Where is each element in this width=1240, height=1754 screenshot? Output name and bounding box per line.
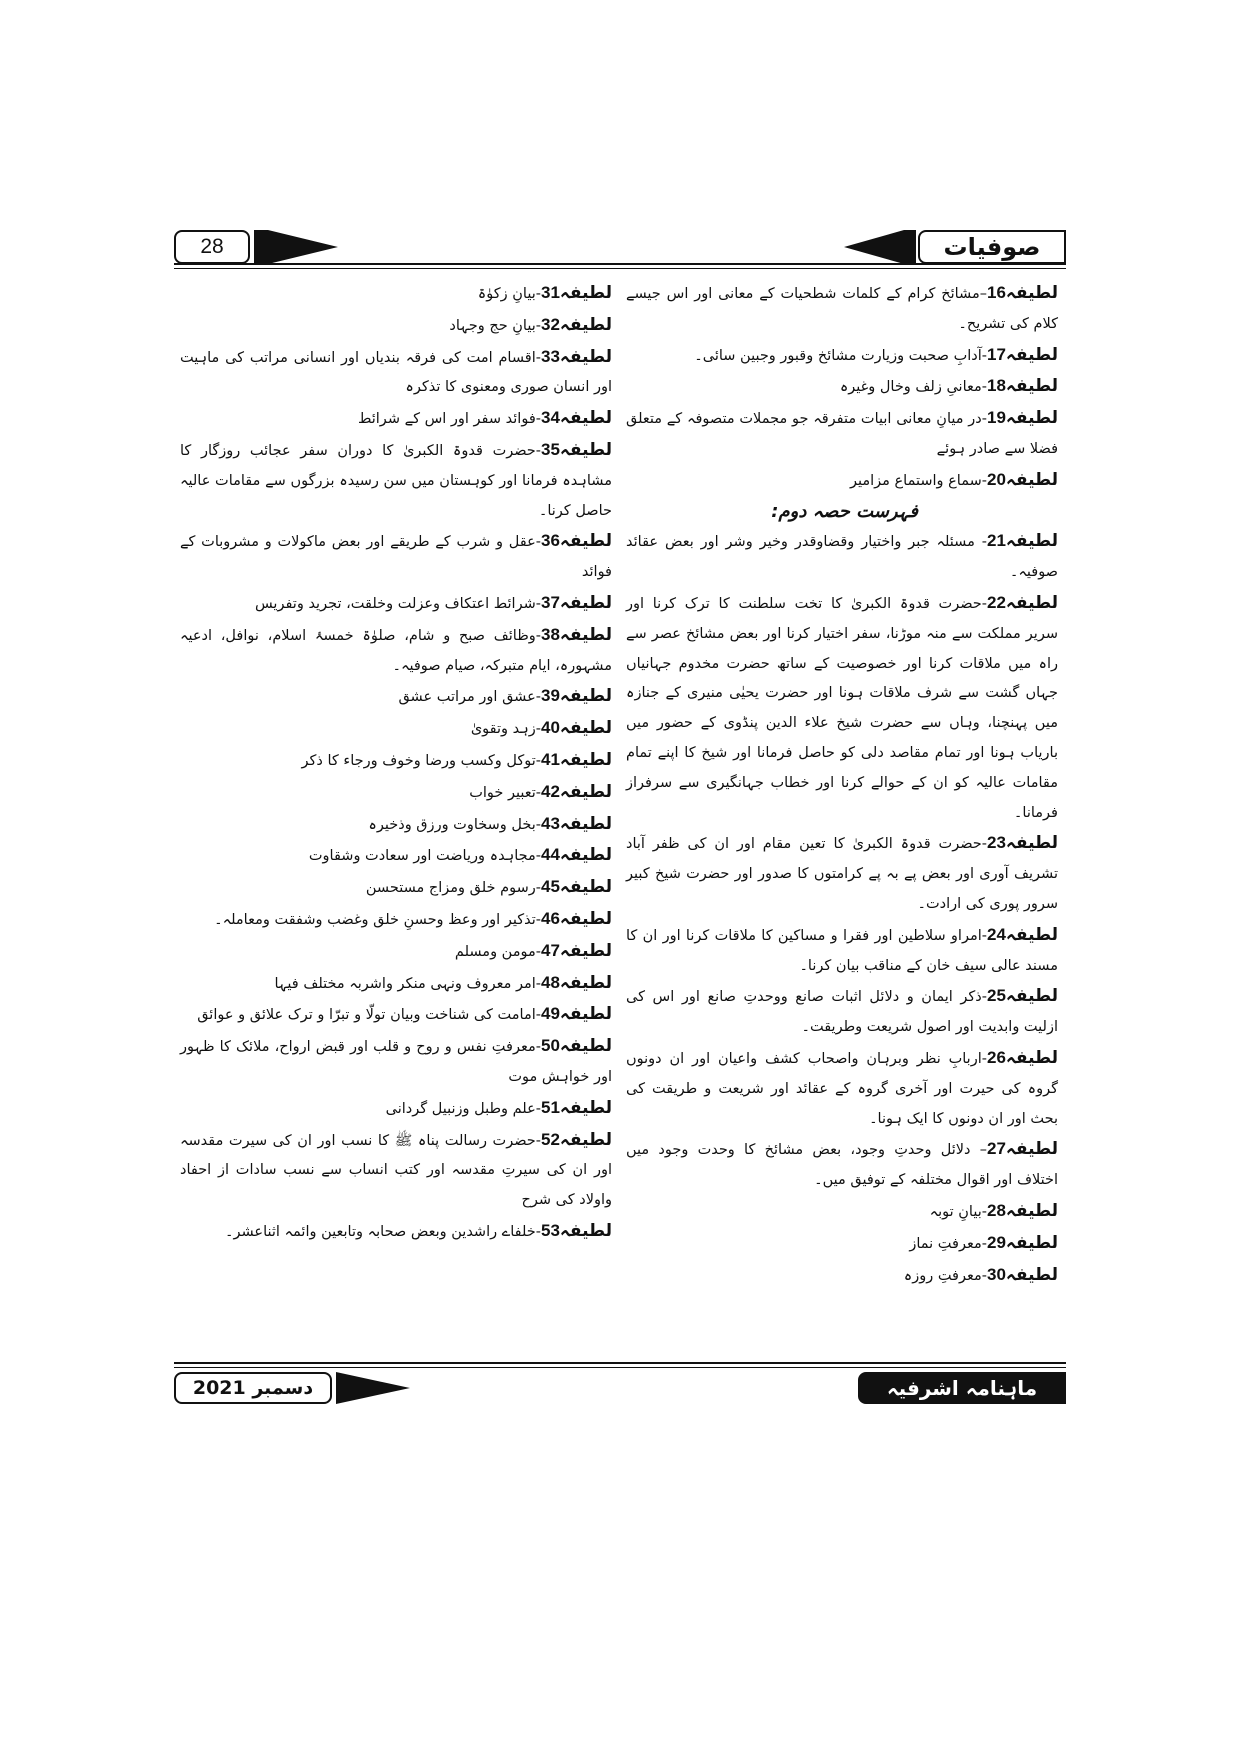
- entry-label: لطیفہ: [559, 1004, 612, 1025]
- entry-number: 42: [540, 781, 560, 801]
- entry-number: 46: [540, 908, 560, 928]
- list-item: [180, 435, 612, 526]
- entry-text: -فوائد سفر اور اس کے شرائط: [357, 411, 541, 428]
- footer-rule: [174, 1362, 1066, 1364]
- header-rule: [174, 263, 1066, 265]
- list-item: [180, 403, 612, 435]
- entry-text: -آدابِ صحبت وزیارت مشائخ وقبور وجبین سائی۔: [694, 347, 987, 364]
- page-footer: [174, 1362, 1066, 1406]
- entry-text: -حضرت قدوۃ الکبریٰ کا تعین مقام اور ان کی ظفر آباد تشریف آوری اور بعض پے بہ پے کرامتوں کا صدور اور حضرت شیخ کبیر سرور پوری کی ارادت۔: [626, 836, 1058, 912]
- entry-text: -ذکر ایمان و دلائل اثبات صانع ووحدتِ صانع اور اس کی ازلیت وابدیت اور اصول شریعت وطریقت۔: [626, 989, 1058, 1036]
- entry-label: لطیفہ: [1005, 531, 1058, 552]
- entry-number: 17: [986, 344, 1006, 364]
- entry-number: 30: [986, 1264, 1006, 1284]
- list-item: [180, 526, 612, 588]
- entry-number: 28: [986, 1200, 1006, 1220]
- entry-text: -تعبیر خواب: [469, 784, 541, 801]
- list-item: [626, 465, 1058, 497]
- list-item: [180, 777, 612, 809]
- header-bar-left: [254, 230, 268, 264]
- entry-label: لطیفہ: [559, 1036, 612, 1057]
- entry-number: 36: [540, 531, 560, 551]
- entry-number: 35: [540, 439, 560, 459]
- entry-label: لطیفہ: [559, 718, 612, 739]
- entry-text: -امراو سلاطین اور فقرا و مساکین کا ملاقات کرنا اور ان کا مسند عالی سیف خان کے مناقب بیان کرنا۔: [626, 927, 1058, 974]
- entry-text: -توکل وکسب ورضا وخوف ورجاء کا ذکر: [301, 752, 541, 769]
- entry-label: لطیفہ: [559, 1097, 612, 1118]
- entry-text: -بخل وسخاوت ورزق وذخیرہ: [368, 816, 541, 833]
- list-item: [180, 1093, 612, 1125]
- entry-text: -در میانِ معانی ابیات متفرقہ جو مجملات متصوفہ کے متعلق فضلا سے صادر ہوئے: [626, 411, 1058, 457]
- entry-label: لطیفہ: [1005, 986, 1058, 1007]
- list-item: [180, 342, 612, 404]
- entry-label: لطیفہ: [559, 813, 612, 834]
- entry-number: 51: [540, 1097, 560, 1117]
- entry-number: 44: [540, 845, 560, 865]
- entry-number: 40: [540, 718, 560, 738]
- entry-number: 48: [540, 972, 560, 992]
- list-item: [626, 278, 1058, 340]
- entry-label: لطیفہ: [1005, 376, 1058, 397]
- list-item: [180, 936, 612, 968]
- list-item: [626, 828, 1058, 919]
- right-column: [626, 278, 1058, 1291]
- list-item: [626, 1043, 1058, 1134]
- entry-label: لطیفہ: [1005, 924, 1058, 945]
- entry-label: لطیفہ: [559, 1220, 612, 1241]
- entry-text: -امر معروف ونہی منکر واشربہ مختلف فیہا: [274, 975, 541, 992]
- entry-number: 45: [540, 877, 560, 897]
- list-item: [626, 588, 1058, 828]
- entry-number: 31: [540, 283, 560, 302]
- list-item: [180, 681, 612, 713]
- entry-text: -بیانِ زکوٰۃ: [477, 286, 541, 302]
- entry-number: 16: [986, 283, 1006, 302]
- issue-date: دسمبر 2021: [174, 1372, 332, 1404]
- entry-text: -مومن ومسلم: [454, 943, 541, 960]
- list-item: [180, 745, 612, 777]
- entry-label: لطیفہ: [1005, 344, 1058, 365]
- entry-text: -عشق اور مراتب عشق: [398, 689, 541, 706]
- entry-label: لطیفہ: [1005, 408, 1058, 429]
- entry-label: لطیفہ: [1005, 833, 1058, 854]
- entry-label: لطیفہ: [1005, 1200, 1058, 1221]
- entry-number: 18: [986, 376, 1006, 396]
- list-item: [626, 371, 1058, 403]
- entry-text: – دلائل وحدتِ وجود، بعض مشائخ کا وحدت وجود میں اختلاف اور اقوال مختلفہ کے توفیق میں۔: [626, 1142, 1058, 1189]
- list-item: [180, 840, 612, 872]
- list-item: [180, 809, 612, 841]
- entry-number: 34: [540, 408, 560, 428]
- list-item: [180, 620, 612, 682]
- entry-number: 29: [986, 1232, 1006, 1252]
- entry-text: -بیانِ حج وجہاد: [449, 317, 541, 334]
- entry-text: -عقل و شرب کے طریقے اور بعض ماکولات و مشروبات کے فوائد: [180, 534, 612, 581]
- entry-label: لطیفہ: [1005, 1232, 1058, 1253]
- magazine-name: ماہنامہ اشرفیہ: [858, 1372, 1066, 1404]
- page-header: [174, 230, 1066, 268]
- list-item: [180, 999, 612, 1031]
- list-item: [180, 1216, 612, 1248]
- list-item: [180, 968, 612, 1000]
- entry-text: –مشائخ کرام کے کلمات شطحیات کے معانی اور اس جیسے کلام کی تشریح۔: [626, 286, 1058, 332]
- entry-label: لطیفہ: [1005, 1139, 1058, 1160]
- entry-text: -معرفتِ نفس و روح و قلب اور قبض ارواح، ملائک کا ظہور اور خواہش موت: [180, 1039, 612, 1085]
- entry-label: لطیفہ: [1005, 592, 1058, 613]
- header-bar-right: [904, 230, 916, 264]
- entry-number: 32: [540, 314, 560, 334]
- list-item: [626, 1260, 1058, 1292]
- entry-number: 33: [540, 346, 560, 366]
- entry-number: 52: [540, 1129, 560, 1149]
- entry-number: 21: [986, 531, 1006, 551]
- entry-text: -بیانِ توبہ: [929, 1203, 987, 1220]
- entry-number: 27: [986, 1139, 1006, 1159]
- entry-text: -وظائف صبح و شام، صلوٰۃ خمسۂ اسلام، نوافل، ادعیہ مشہورہ، ایام متبرکہ، صیام صوفیہ۔: [180, 627, 612, 674]
- section-title: صوفیات: [918, 230, 1066, 264]
- entry-text: -علم وطبل وزنبیل گردانی: [385, 1100, 541, 1117]
- list-item: [180, 713, 612, 745]
- entry-label: لطیفہ: [559, 940, 612, 961]
- left-column: [180, 278, 612, 1248]
- entry-text: -سماع واستماع مزامیر: [849, 472, 987, 489]
- list-item: [626, 920, 1058, 982]
- footer-wedge: [336, 1372, 410, 1404]
- entry-number: 38: [540, 624, 560, 644]
- entry-label: لطیفہ: [559, 972, 612, 993]
- entry-label: لطیفہ: [1005, 1264, 1058, 1285]
- list-item: [180, 904, 612, 936]
- entry-label: لطیفہ: [1005, 469, 1058, 490]
- entry-text: -رسوم خلق ومزاج مستحسن: [365, 880, 541, 897]
- entry-number: 24: [986, 924, 1006, 944]
- entry-label: لطیفہ: [559, 781, 612, 802]
- entry-number: 23: [986, 833, 1006, 853]
- entry-label: لطیفہ: [559, 283, 612, 303]
- list-item: [180, 588, 612, 620]
- section-heading: فہرست حصہ دوم:: [771, 500, 918, 522]
- entry-label: لطیفہ: [559, 346, 612, 367]
- entry-number: 26: [986, 1047, 1006, 1067]
- footer-rule-thin: [174, 1367, 1066, 1368]
- entry-text: -معانیِ زلف وخال وغیرہ: [839, 379, 987, 396]
- entry-text: -مجاہدہ وریاضت اور سعادت وشقاوت: [308, 848, 541, 865]
- entry-number: 25: [986, 986, 1006, 1006]
- entry-text: -حضرت قدوۃ الکبریٰ کا تخت سلطنت کا ترک کرنا اور سریر مملکت سے منہ موڑنا، سفر اختیار کرنا اور بعض مشائخ عصر سے راہ میں ملاقات کرنا اور خصوصیت کے ساتھ حضرت مخدوم جہانیاں جہاں گشت سے شرف ملاقات ہونا اور حضرت یحیٰی منیری کے جنازہ میں پہنچنا، وہاں سے حضرت شیخ علاء الدین پنڈوی کے حضور میں باریاب ہونا اور تمام مقاصد دلی کو حاصل فرمانا اور شیخ کا اپنے تمام مقامات عالیہ کو ان کے حوالے کرنا اور خطاب جہانگیری سے سرفراز فرمانا۔: [626, 595, 1058, 821]
- list-item: [180, 278, 612, 310]
- entry-number: 50: [540, 1036, 560, 1056]
- entry-text: -زہد وتقویٰ: [470, 721, 541, 738]
- list-item: [180, 872, 612, 904]
- entry-text: -معرفتِ نماز: [909, 1235, 987, 1252]
- entry-number: 47: [540, 940, 560, 960]
- entry-number: 19: [986, 408, 1006, 428]
- entry-label: لطیفہ: [559, 877, 612, 898]
- entry-label: لطیفہ: [559, 686, 612, 707]
- entry-text: -حضرت رسالت پناہ ﷺ کا نسب اور ان کی سیرت مقدسہ اور ان کی سیرتِ مقدسہ اور کتب انساب سے نسب سادات از احفاد واولاد کی شرح: [180, 1132, 612, 1209]
- entry-text: -شرائط اعتکاف وعزلت وخلقت، تجرید وتفریس: [254, 595, 541, 612]
- list-item: [626, 1134, 1058, 1196]
- entry-label: لطیفہ: [559, 314, 612, 335]
- entry-label: لطیفہ: [1005, 1047, 1058, 1068]
- header-wedge-left: [268, 230, 338, 264]
- entry-label: لطیفہ: [559, 531, 612, 552]
- entry-text: -اربابِ نظر وبرہان واصحاب کشف واعیان اور ان دونوں گروہ کی حیرت اور آخری گروہ کے عقائد اور شریعت و طریقت کی بحث اور ان دونوں کا ایک ہونا۔: [626, 1050, 1058, 1127]
- entry-label: لطیفہ: [559, 1129, 612, 1150]
- entry-text: -حضرت قدوۃ الکبریٰ کا دوران سفر عجائب روزگار کا مشاہدہ فرمانا اور کوہستان میں سن رسیدہ بزرگوں سے مقامات عالیہ حاصل کرنا۔: [180, 442, 612, 519]
- list-item: [626, 1228, 1058, 1260]
- list-item: [626, 1196, 1058, 1228]
- entry-number: 20: [986, 469, 1006, 489]
- entry-number: 41: [540, 749, 560, 769]
- entry-text: - مسئلہ جبر واختیار وقضاوقدر وخیر وشر اور بعض عقائد صوفیہ۔: [626, 534, 1058, 581]
- header-wedge-right: [844, 230, 904, 264]
- entry-label: لطیفہ: [559, 908, 612, 929]
- entry-label: لطیفہ: [559, 408, 612, 429]
- header-rule-thin: [174, 268, 1066, 269]
- list-item: [180, 310, 612, 342]
- entry-label: لطیفہ: [1005, 283, 1058, 303]
- entry-label: لطیفہ: [559, 749, 612, 770]
- entry-text: -تذکیر اور وعظ وحسنِ خلق وغضب وشفقت ومعاملہ۔: [214, 911, 541, 928]
- list-item: [626, 403, 1058, 465]
- entry-number: 22: [986, 592, 1006, 612]
- entry-label: لطیفہ: [559, 439, 612, 460]
- entry-number: 49: [540, 1004, 560, 1024]
- entry-text: -اقسام امت کی فرقہ بندیاں اور انسانی مراتب کی ماہیت اور انسان صوری ومعنوی کا تذکرہ: [180, 349, 612, 396]
- entry-number: 37: [540, 592, 560, 612]
- entry-text: -خلفاے راشدین وبعض صحابہ وتابعین وائمہ اثناعشر۔: [225, 1223, 541, 1240]
- entry-label: لطیفہ: [559, 845, 612, 866]
- entry-label: لطیفہ: [559, 592, 612, 613]
- entry-text: -امامت کی شناخت وبیان تولّا و تبرّا و ترک علائق و عوائق: [197, 1007, 541, 1024]
- entry-label: لطیفہ: [559, 624, 612, 645]
- entry-number: 53: [540, 1220, 560, 1240]
- list-item: [180, 1031, 612, 1093]
- entry-number: 39: [540, 686, 560, 706]
- entry-text: -معرفتِ روزہ: [903, 1267, 987, 1284]
- list-item: [626, 340, 1058, 372]
- entry-number: 43: [540, 813, 560, 833]
- list-item: [626, 526, 1058, 588]
- list-item: [626, 981, 1058, 1043]
- page-number: 28: [174, 230, 250, 264]
- list-item: [180, 1125, 612, 1216]
